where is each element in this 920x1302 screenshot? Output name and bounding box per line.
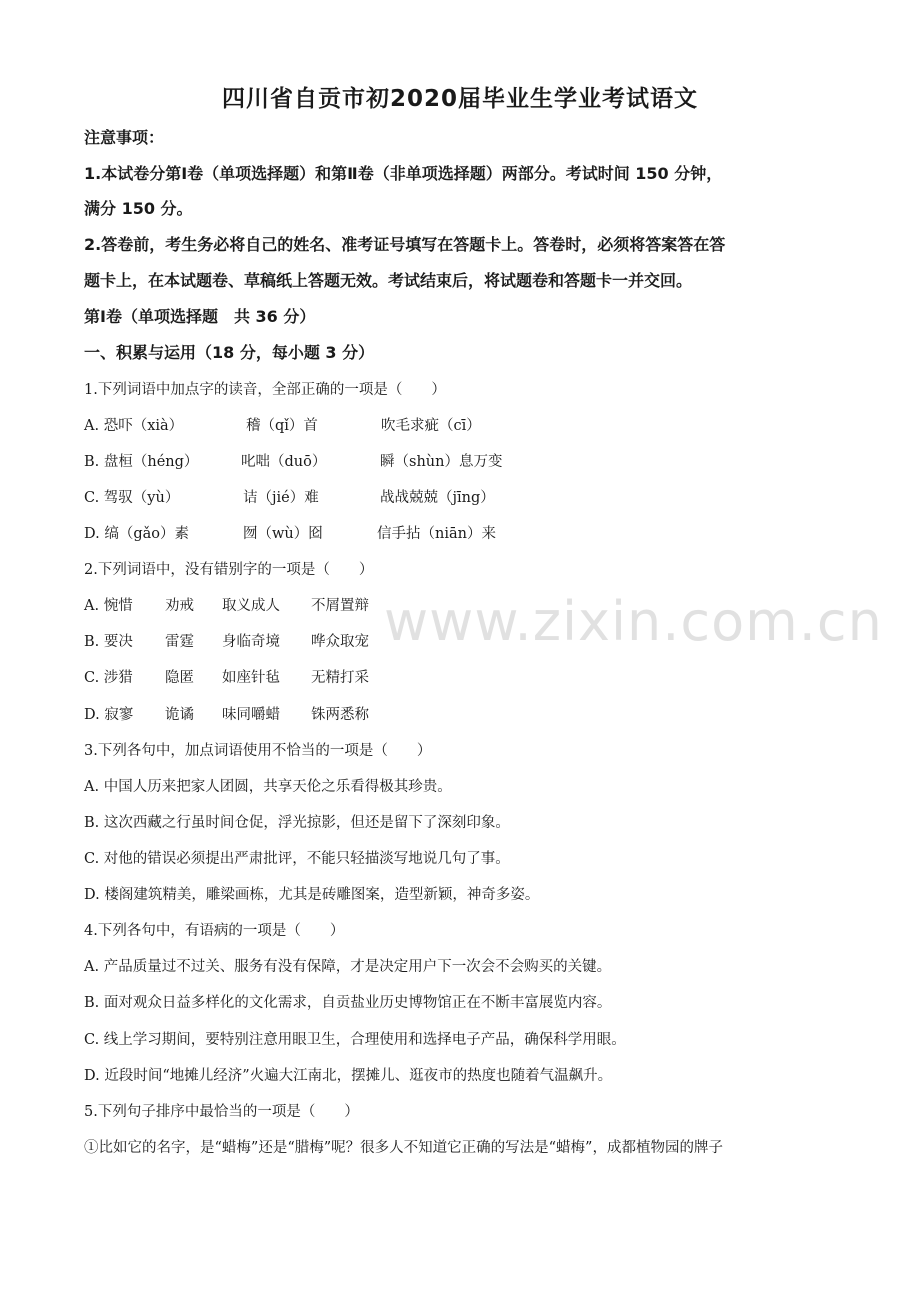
q4-option-c: C. 线上学习期间，要特别注意用眼卫生，合理使用和选择电子产品，确保科学用眼。: [84, 1032, 626, 1048]
notes-item-2-line-1: 2.答卷前，考生务必将自己的姓名、准考证号填写在答题卡上。答卷时，必须将答案答在答: [84, 235, 726, 254]
q2-option-a-item-2: 劝戒: [165, 598, 194, 614]
q1-option-b-item-1: B. 盘桓（héng）: [84, 454, 199, 470]
q5-stem: 5.下列句子排序中最恰当的一项是（ ）: [84, 1104, 359, 1120]
q4-option-b: B. 面对观众日益多样化的文化需求，自贡盐业历史博物馆正在不断丰富展览内容。: [84, 995, 612, 1011]
q1-stem: 1.下列词语中加点字的读音，全部正确的一项是（ ）: [84, 382, 446, 398]
section-1-heading: 第Ⅰ卷（单项选择题 共 36 分）: [84, 307, 316, 326]
q2-option-c-item-4: 无精打采: [311, 670, 369, 686]
q2-option-c-item-3: 如座针毡: [222, 670, 280, 686]
notes-item-2-line-2: 题卡上，在本试题卷、草稿纸上答题无效。考试结束后，将试题卷和答题卡一并交回。: [84, 271, 693, 290]
q2-option-b-item-3: 身临奇境: [222, 634, 280, 650]
q1-option-b-item-2: 叱咄（duō）: [241, 454, 327, 470]
q2-option-b-item-2: 雷霆: [165, 634, 194, 650]
watermark: www.zixin.com.cn: [384, 590, 883, 653]
q2-stem: 2.下列词语中，没有错别字的一项是（ ）: [84, 562, 374, 578]
q2-option-a-item-3: 取义成人: [222, 598, 280, 614]
q2-option-b-item-1: B. 要决: [84, 634, 133, 650]
q1-option-c-item-2: 诘（jié）难: [243, 490, 319, 506]
q3-stem: 3.下列各句中，加点词语使用不恰当的一项是（ ）: [84, 743, 432, 759]
q3-option-d: D. 楼阁建筑精美，雕梁画栋，尤其是砖雕图案，造型新颖，神奇多姿。: [84, 887, 540, 903]
notes-item-1-line-1: 1.本试卷分第Ⅰ卷（单项选择题）和第Ⅱ卷（非单项选择题）两部分。考试时间 150 分钟，: [84, 164, 723, 183]
part-1-heading: 一、积累与运用（18 分，每小题 3 分）: [84, 343, 375, 362]
q1-option-c-item-1: C. 驾驭（yù）: [84, 490, 180, 506]
q3-option-a: A. 中国人历来把家人团圆，共享天伦之乐看得极其珍贵。: [84, 779, 452, 795]
notes-item-1-line-2: 满分 150 分。: [84, 199, 193, 218]
q1-option-d-item-1: D. 缟（gǎo）素: [84, 526, 189, 542]
q4-stem: 4.下列各句中，有语病的一项是（ ）: [84, 923, 345, 939]
q2-option-d-item-2: 诡谲: [165, 707, 194, 723]
q2-option-d-item-1: D. 寂寥: [84, 707, 134, 723]
q1-option-d-item-3: 信手拈（niān）来: [377, 526, 496, 542]
q2-option-c-item-1: C. 涉猎: [84, 670, 133, 686]
q2-option-a-item-4: 不屑置辩: [311, 598, 369, 614]
q1-option-a-item-2: 稽（qǐ）首: [246, 418, 318, 434]
q1-option-d-item-2: 囫（wù）囵: [243, 526, 323, 542]
q3-option-b: B. 这次西藏之行虽时间仓促，浮光掠影，但还是留下了深刻印象。: [84, 815, 510, 831]
q2-option-d-item-3: 味同嚼蜡: [222, 707, 280, 723]
q3-option-c: C. 对他的错误必须提出严肃批评，不能只轻描淡写地说几句了事。: [84, 851, 510, 867]
q1-option-a-item-3: 吹毛求疵（cī）: [381, 418, 481, 434]
q2-option-d-item-4: 铢两悉称: [311, 707, 369, 723]
q1-option-b-item-3: 瞬（shùn）息万变: [380, 454, 503, 470]
q4-option-a: A. 产品质量过不过关、服务有没有保障，才是决定用户下一次会不会购买的关键。: [84, 959, 612, 975]
q5-sentence-1: ①比如它的名字，是“蜡梅”还是“腊梅”呢？很多人不知道它正确的写法是“蜡梅”，成都植物园的牌子: [84, 1140, 723, 1156]
q2-option-c-item-2: 隐匿: [165, 670, 194, 686]
q1-option-c-item-3: 战战兢兢（jīng）: [380, 490, 495, 506]
q2-option-a-item-1: A. 惋惜: [84, 598, 133, 614]
notes-heading: 注意事项：: [84, 128, 165, 147]
q2-option-b-item-4: 哗众取宠: [311, 634, 369, 650]
q1-option-a-item-1: A. 恐吓（xià）: [84, 418, 184, 434]
q4-option-d: D. 近段时间“地摊儿经济”火遍大江南北，摆摊儿、逛夜市的热度也随着气温飙升。: [84, 1068, 613, 1084]
exam-title: 四川省自贡市初2020届毕业生学业考试语文: [221, 86, 698, 112]
